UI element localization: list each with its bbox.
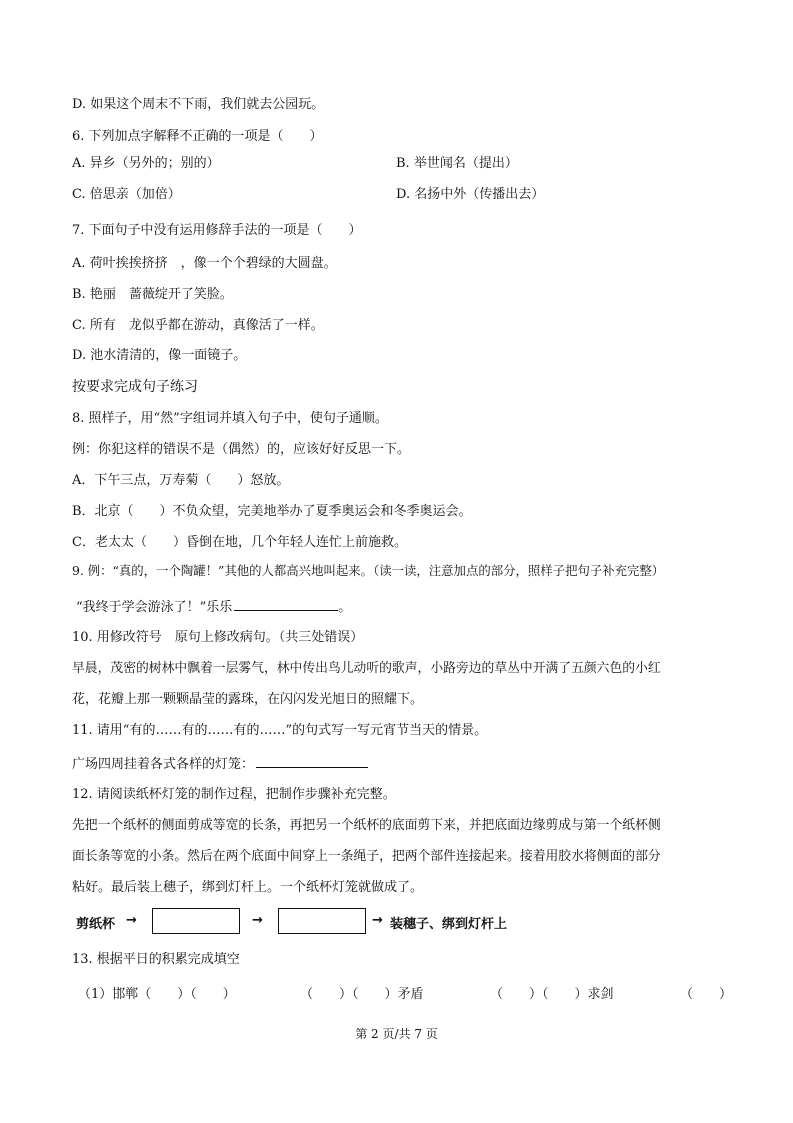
q8-stem: 8. 照样子，用“然”字组词并填入句子中，使句子通顺。	[72, 411, 388, 426]
q8-item-a: A．下午三点，万寿菊（ ）怒放。	[72, 473, 290, 488]
q10-paragraph-line-2: 花，花瓣上那一颗颗晶莹的露珠，在闪闪发光旭日的照耀下。	[72, 692, 424, 707]
q9-fill-line	[76, 598, 351, 617]
q11-answer-blank[interactable]	[256, 755, 368, 768]
q12-paragraph-line-2: 面长条等宽的小条。然后在两个底面中间穿上一条绳子，把两个部件连接起来。接着用胶水将侧面的部分	[72, 849, 661, 864]
idiom-blank-1[interactable]: （1）邯郸（ ）（ ）	[78, 987, 236, 1002]
q8-example: 例：你犯这样的错误不是（偶然）的，应该好好反思一下。	[72, 442, 411, 457]
q7-option-d: D. 池水清清的，像一面镜子。	[72, 348, 247, 363]
page-footer: 第 2 页/共 7 页	[355, 1027, 438, 1041]
flow-arrow-icon: →	[252, 913, 263, 928]
q12-stem: 12. 请阅读纸杯灯笼的制作过程，把制作步骤补充完整。	[72, 787, 396, 802]
q9-answer-blank[interactable]	[234, 598, 338, 611]
q7-option-b: B. 艳丽 蔷薇绽开了笑脸。	[72, 287, 233, 302]
q12-paragraph-line-3: 粘好。最后装上穗子，绑到灯杆上。一个纸杯灯笼就做成了。	[72, 880, 424, 895]
q6-option-a: A. 异乡（另外的；别的）	[72, 156, 220, 171]
idiom-blank-3[interactable]: （ ）（ ）求剑	[490, 987, 614, 1002]
section-heading: 按要求完成句子练习	[72, 379, 198, 395]
q9-stem: 9. 例：“真的，一个陶罐！”其他的人都高兴地叫起来。（读一读，注意加点的部分，照样子把句子补充完整）	[72, 563, 665, 578]
flow-end-label: 装穗子、绑到灯杆上	[390, 917, 508, 932]
q6-stem: 6. 下列加点字解释不正确的一项是（ ）	[72, 129, 323, 144]
q9-fill-text: “我终于学会游泳了！”乐乐	[76, 600, 233, 615]
flow-step-box-2[interactable]	[278, 908, 366, 934]
idiom-blank-4[interactable]: （ ）	[680, 987, 733, 1002]
q12-flow-diagram	[72, 906, 532, 936]
q6-option-b: B. 举世闻名（提出）	[396, 156, 518, 171]
q8-item-c: C．老太太（ ）昏倒在地，几个年轻人连忙上前施救。	[72, 535, 407, 550]
q13-stem: 13. 根据平日的积累完成填空	[72, 952, 240, 967]
q6-option-c: C. 倍思亲（加倍）	[72, 187, 181, 202]
q11-fill-text: 广场四周挂着各式各样的灯笼：	[72, 757, 255, 772]
q8-item-b: B．北京（ ）不负众望，完美地举办了夏季奥运会和冬季奥运会。	[72, 504, 472, 519]
q10-paragraph-line-1: 早晨，茂密的树林中飘着一层雾气，林中传出鸟儿动听的歌声，小路旁边的草丛中开满了五颜六色的小红	[72, 661, 661, 676]
q9-fill-end: 。	[338, 600, 352, 615]
q11-fill-line	[72, 755, 368, 774]
q11-stem: 11. 请用“有的……有的……有的……”的句式写一写元宵节当天的情景。	[72, 723, 488, 738]
q10-stem: 10. 用修改符号 原句上修改病句。（共三处错误）	[72, 630, 364, 645]
q6-option-d: D. 名扬中外（传播出去）	[396, 187, 545, 202]
q7-stem: 7. 下面句子中没有运用修辞手法的一项是（ ）	[72, 223, 362, 238]
flow-arrow-icon: →	[372, 913, 383, 928]
q12-paragraph-line-1: 先把一个纸杯的侧面剪成等宽的长条，再把另一个纸杯的底面剪下来，并把底面边缘剪成与第一个纸杯侧	[72, 818, 661, 833]
flow-arrow-icon: →	[126, 913, 137, 928]
q5-option-d: D. 如果这个周末不下雨，我们就去公园玩。	[72, 97, 325, 112]
q7-option-a: A. 荷叶挨挨挤挤 ，像一个个碧绿的大圆盘。	[72, 256, 337, 271]
flow-step-box-1[interactable]	[152, 908, 240, 934]
q7-option-c: C. 所有 龙似乎都在游动，真像活了一样。	[72, 318, 324, 333]
idiom-blank-2[interactable]: （ ）（ ）矛盾	[300, 987, 424, 1002]
flow-start-label: 剪纸杯	[76, 917, 116, 932]
